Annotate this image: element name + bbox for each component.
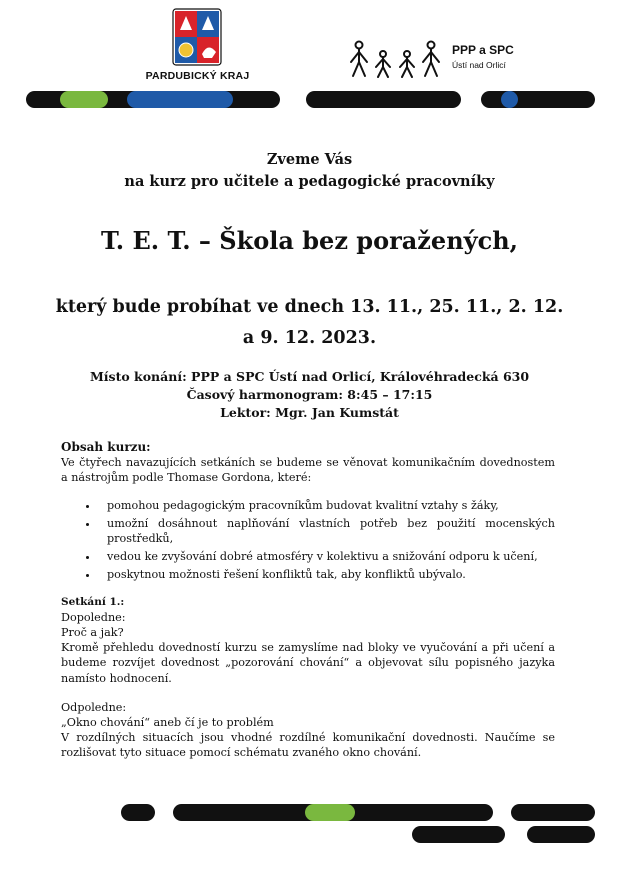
morning-label: Dopoledne: <box>61 610 126 624</box>
family-figures-icon <box>349 40 441 78</box>
decor-bar-green <box>305 804 355 821</box>
dates-line-1: který bude probíhat ve dnech 13. 11., 25. 11., 2. 12. <box>55 297 564 317</box>
dates-line-2: a 9. 12. 2023. <box>242 328 377 348</box>
invitation <box>0 149 619 193</box>
decor-bar <box>527 826 595 843</box>
list-item: • umožní dosáhnout naplňování vlastních potřeb bez použití mocenských prostředků, <box>99 516 555 546</box>
afternoon-text: V rozdílných situacích jsou vhodné rozdílné komunikační dovednosti. Naučíme se rozlišovat tyto situace pomocí schématu zvaného okno chování. <box>61 731 555 760</box>
schedule: Časový harmonogram: 8:45 – 17:15 <box>186 387 433 402</box>
morning-text: Kromě přehledu dovedností kurzu se zamyslíme nad bloky ve vyučování a při učení a budeme rozvíjet dovednost „pozorování chování“ a objevovat sílu popisného jazyka namísto hodnocení. <box>61 641 555 685</box>
content-intro: Ve čtyřech navazujících setkáních se budeme se věnovat komunikačním dovednostem a nástrojům podle Thomase Gordona, které: <box>61 456 555 485</box>
decor-bar-green <box>60 91 108 108</box>
decor-bar <box>306 91 461 108</box>
course-dates <box>0 292 619 354</box>
venue: Místo konání: PPP a SPC Ústí nad Orlicí, Královéhradecká 630 <box>89 369 530 384</box>
region-name: PARDUBICKÝ KRAJ <box>145 70 250 82</box>
content-heading: Obsah kurzu: <box>61 440 151 454</box>
decor-bar-blue <box>127 91 233 108</box>
decor-dot-blue <box>501 91 518 108</box>
decor-bar <box>511 804 595 821</box>
list-item: • poskytnou možnosti řešení konfliktů tak, aby konfliktů ubývalo. <box>99 567 555 582</box>
lecturer: Lektor: Mgr. Jan Kumstát <box>220 405 399 420</box>
course-info <box>0 368 619 422</box>
pardubice-region-crest-icon <box>172 8 222 66</box>
benefits-list <box>61 498 555 583</box>
list-item: • vedou ke zvyšování dobré atmosféry v kolektivu a snižování odporu k učení, <box>99 549 555 564</box>
decor-bar <box>121 804 155 821</box>
decor-bar <box>412 826 505 843</box>
session-heading: Setkání 1.: <box>61 595 125 608</box>
list-item: • pomohou pedagogickým pracovníkům budovat kvalitní vztahy s žáky, <box>99 498 555 513</box>
afternoon-label: Odpoledne: <box>61 700 127 714</box>
afternoon-topic: „Okno chování“ aneb čí je to problém <box>61 716 274 730</box>
ppp-subtitle: Ústí nad Orlicí <box>452 60 506 70</box>
course-title: T. E. T. – Škola bez poražených, <box>100 226 519 255</box>
morning-question: Proč a jak? <box>61 626 124 640</box>
invite-line-1: Zveme Vás <box>266 151 353 168</box>
decor-bar <box>481 91 595 108</box>
course-content <box>61 440 555 761</box>
ppp-title: PPP a SPC <box>452 43 514 57</box>
invite-line-2: na kurz pro učitele a pedagogické pracovníky <box>124 173 495 190</box>
